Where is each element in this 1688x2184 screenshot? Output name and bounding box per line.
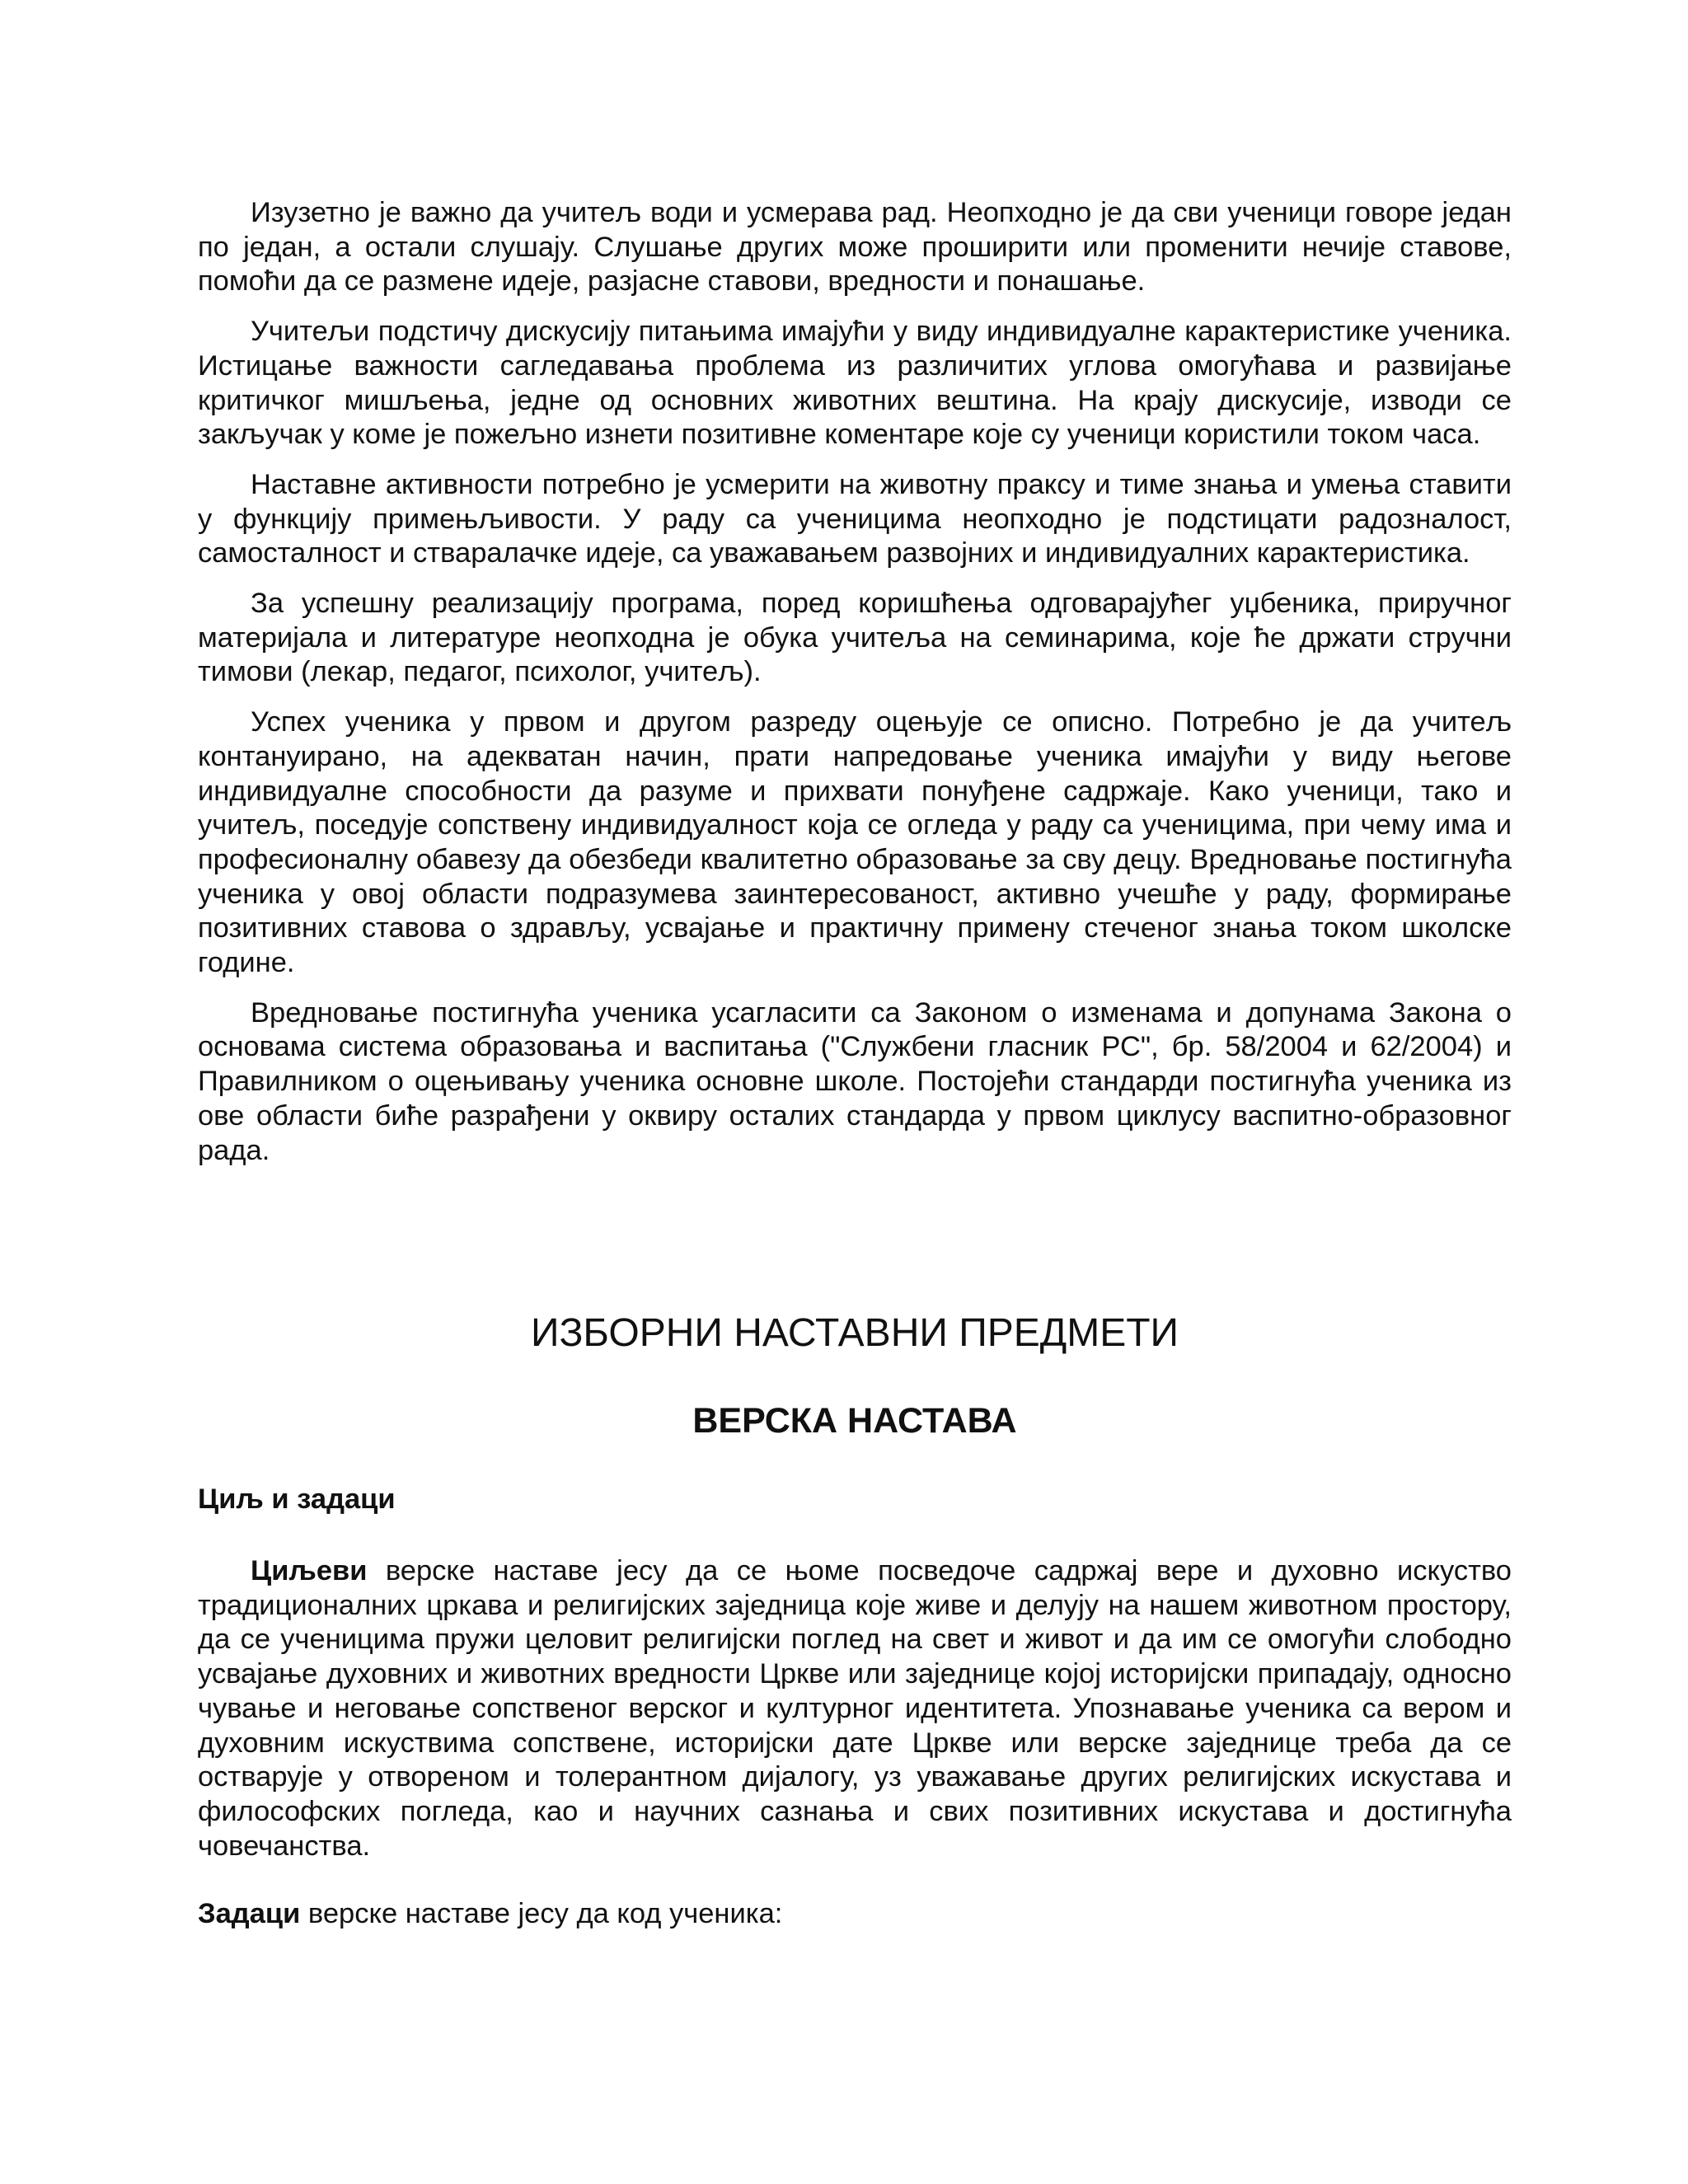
paragraph-standards: Вредновање постигнућа ученика усагласити са Законом о изменама и допунама Закона о основама система образовања и васпитања ("Службени гласник РС", бр. 58/2004 и 62/2004) и Правилником о оцењивању ученика основне школе. Постојећи стандарди постигнућа ученика из ове области биће разрађени у оквиру осталих стандарда у првом циклусу васпитно-образовног рада. [198, 996, 1512, 1166]
tasks-text: верске наставе јесу да код ученика: [300, 1898, 783, 1929]
paragraph-activities: Наставне активности потребно је усмерити на животну праксу и тиме знања и умења ставити у функцију примењљивости. У раду са ученицима неопходно је подстицати радозналост, самосталност и стваралачке идеје, са уважавањем развојних и индивидуалних карактеристика. [198, 468, 1512, 569]
goals-subheading: Циљ и задаци [198, 1483, 396, 1515]
body-text-top [198, 196, 1512, 1168]
goals-text: верске наставе јесу да се њоме посведоче садржај вере и духовно искуство традиционалних цркава и религијских заједница које живе и делују на нашем животном простору, да се ученицима пружи целовит религијски поглед на свет и живот и да им се омогући слободно усвајање духовних и животних вредности Цркве или заједнице којој историјски припадају, односно чување и неговање сопственог верског и културног идентитета. Упознавање ученика са вером и духовним искуствима сопствене, историјски дате Цркве или верске заједнице треба да се остварује у отвореном и толерантном дијалогу, уз уважавање других религијских искустава и философских погледа, као и научних сазнања и свих позитивних искустава и достигнућа човечанства. [198, 1555, 1512, 1862]
section-title: ИЗБОРНИ НАСТАВНИ ПРЕДМЕТИ [530, 1311, 1179, 1355]
paragraph-realization: За успешну реализацију програма, поред коришћења одговарајућег уџбеника, приручног материјала и литературе неопходна је обука учитеља на семинарима, које ће држати стручни тимови (лекар, педагог, психолог, учитељ). [198, 588, 1512, 688]
paragraph-teacher-leads: Изузетно је важно да учитељ води и усмерава рад. Неопходно је да сви ученици говоре један по један, а остали слушају. Слушање других може проширити или променити нечије ставове, помоћи да се размене идеје, разјасне ставови, вредности и понашање. [198, 197, 1512, 298]
paragraph-goals [198, 1554, 1512, 1863]
paragraph-assessment: Успех ученика у првом и другом разреду оцењује се описно. Потребно је да учитељ контануирано, на адекватан начин, прати напредовање ученика имајући у виду његове индивидуалне способности да разуме и прихвати понуђене садржаје. Како ученици, тако и учитељ, поседује сопствену индивидуалност која се огледа у раду са ученицима, при чему има и професионалну обавезу да обезбеди квалитетно образовање за сву децу. Вредновање постигнућа ученика у овој области подразумева заинтересованост, активно учешће у раду, формирање позитивних ставова о здрављу, усвајање и практичну примену стеченог знања током школске године. [198, 706, 1512, 979]
tasks-lead: Задаци [198, 1898, 301, 1929]
paragraph-tasks [198, 1897, 1512, 1932]
subject-title: ВЕРСКА НАСТАВА [692, 1401, 1017, 1441]
goals-lead: Циљеви [251, 1555, 368, 1586]
paragraph-discussion: Учитељи подстичу дискусију питањима имајући у виду индивидуалне карактеристике ученика. Истицање важности сагледавања проблема из различитих углова омогућава и развијање критичког мишљења, једне од основних животних вештина. На крају дискусије, изводи се закључак у коме је пожељно изнети позитивне коментаре које су ученици користили током часа. [198, 316, 1512, 451]
